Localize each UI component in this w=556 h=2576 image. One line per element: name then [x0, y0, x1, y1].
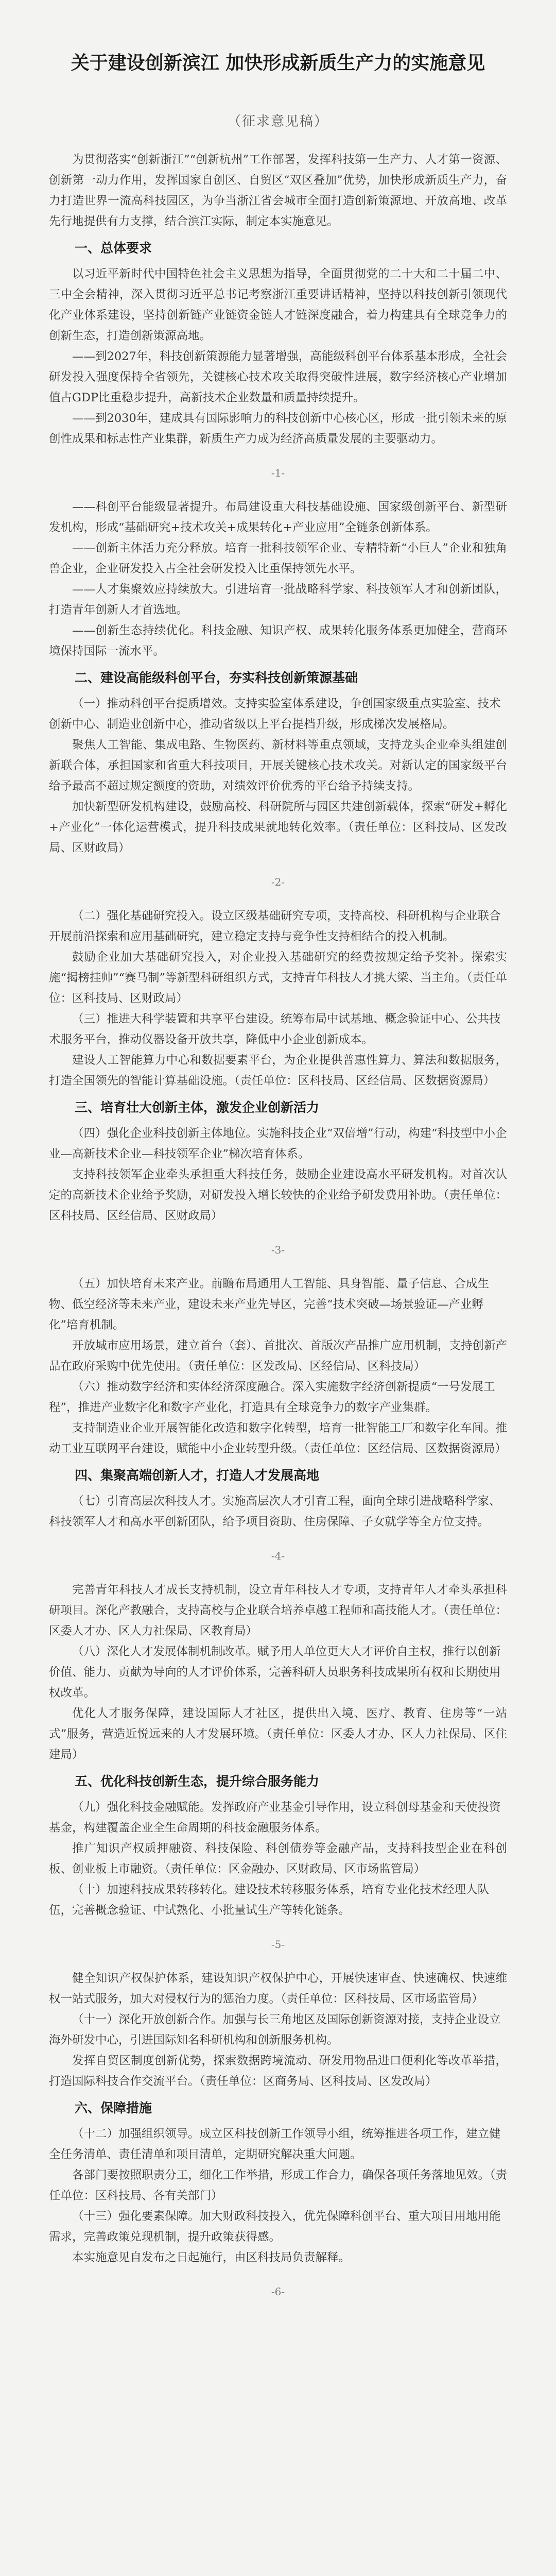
- body-paragraph: 聚焦人工智能、集成电路、生物医药、新材料等重点领域，支持龙头企业牵头组建创新联合体，承担国家和省重大科技项目，开展关键核心技术攻关。对新认定的国家级平台给予最高不超过规定额度的资助，对绩效评价优秀的平台给予持续支持。: [49, 738, 507, 793]
- body-paragraph: ——到2027年，科技创新策源能力显著增强，高能级科创平台体系基本形成，全社会研发投入强度保持全省领先，关键核心技术攻关取得突破性进展，数字经济核心产业增加值占GDP比重稳步提升，高新技术企业数量和质量持续提升。: [49, 350, 507, 404]
- page-number: -3-: [271, 1244, 285, 1256]
- body-paragraph: 开放城市应用场景，建立首台（套）、首批次、首版次产品推广应用机制，支持创新产品在政府采购中优先使用。（责任单位：区发改局、区经信局、区科技局）: [49, 1339, 507, 1373]
- body-paragraph: ——创新主体活力充分释放。培育一批科技领军企业、专精特新“小巨人”企业和独角兽企业，企业研发投入占全社会研发投入比重保持领先水平。: [49, 541, 507, 575]
- body-paragraph: 各部门要按照职责分工，细化工作举措，形成工作合力，确保各项任务落地见效。（责任单位：区科技局、各有关部门）: [49, 2168, 507, 2202]
- subsection-paragraph: （十）加速科技成果转移转化。建设技术转移服务体系，培育专业化技术经理人队伍，完善概念验证、中试熟化、小批量试生产等转化链条。: [49, 1883, 490, 1917]
- body-paragraph: 鼓励企业加大基础研究投入，对企业投入基础研究的经费按规定给予奖补。探索实施“揭榜挂帅”“赛马制”等新型科研组织方式，支持青年科技人才挑大梁、当主角。（责任单位：区科技局、区财政局）: [49, 951, 507, 1005]
- section-heading: 三、培育壮大创新主体，激发企业创新活力: [75, 1100, 320, 1115]
- body-paragraph: 为贯彻落实“创新浙江”“创新杭州”工作部署，发挥科技第一生产力、人才第一资源、创新第一动力作用，发挥国家自创区、自贸区“双区叠加”优势，加快形成新质生产力，奋力打造世界一流高科技园区，为争当浙江省会城市全面打造创新策源地、开放高地、改革先行地提供有力支撑，结合滨江实际，制定本实施意见。: [49, 153, 507, 228]
- body-paragraph: 完善青年科技人才成长支持机制，设立青年科技人才专项，支持青年人才牵头承担科研项目。深化产教融合，支持高校与企业联合培养卓越工程师和高技能人才。（责任单位：区委人才办、区人力社保局、区教育局）: [49, 1583, 507, 1638]
- subsection-paragraph: （十一）深化开放创新合作。加强与长三角地区及国际创新资源对接，支持企业设立海外研发中心，引进国际知名科研机构和创新服务机构。: [49, 2013, 501, 2047]
- section-heading: 二、建设高能级科创平台，夯实科技创新策源基础: [75, 670, 358, 685]
- body-paragraph: 支持科技领军企业牵头承担重大科技任务，鼓励企业建设高水平研发机构。对首次认定的高新技术企业给予奖励，对研发投入增长较快的企业给予研发费用补助。（责任单位：区科技局、区经信局、区财政局）: [49, 1168, 507, 1223]
- body-paragraph: 建设人工智能算力中心和数据要素平台，为企业提供普惠性算力、算法和数据服务，打造全国领先的智能计算基础设施。（责任单位：区科技局、区经信局、区数据资源局）: [49, 1054, 507, 1088]
- section-heading: 六、保障措施: [75, 2100, 152, 2115]
- document-body: [49, 149, 507, 2315]
- subsection-paragraph: （八）深化人才发展体制机制改革。赋予用人单位更大人才评价自主权，推行以创新价值、能力、贡献为导向的人才评价体系，完善科研人员职务科技成果所有权和长期使用权改革。: [49, 1645, 501, 1700]
- subsection-paragraph: （一）推动科创平台提质增效。支持实验室体系建设，争创国家级重点实验室、技术创新中心、制造业创新中心，推动省级以上平台提档升级，形成梯次发展格局。: [49, 697, 501, 731]
- body-paragraph: ——到2030年，建成具有国际影响力的科技创新中心核心区，形成一批引领未来的原创性成果和标志性产业集群，新质生产力成为经济高质量发展的主要驱动力。: [49, 412, 507, 446]
- page-number: -5-: [271, 1938, 285, 1951]
- subsection-paragraph: （六）推动数字经济和实体经济深度融合。深入实施数字经济创新提质“一号发展工程”，推进产业数字化和数字产业化，打造具有全球竞争力的数字产业集群。: [49, 1380, 495, 1414]
- body-paragraph: 健全知识产权保护体系，建设知识产权保护中心，开展快速审查、快速确权、快速维权一站式服务，加大对侵权行为的惩治力度。（责任单位：区科技局、区市场监管局）: [49, 1972, 507, 2006]
- section-heading: 五、优化科技创新生态，提升综合服务能力: [75, 1774, 320, 1789]
- page-number: -1-: [271, 467, 285, 479]
- body-paragraph: 加快新型研发机构建设，鼓励高校、科研院所与园区共建创新载体，探索“研发+孵化+产业化”一体化运营模式，提升科技成果就地转化效率。（责任单位：区科技局、区发改局、区财政局）: [49, 800, 507, 855]
- body-paragraph: 推广知识产权质押融资、科技保险、科创债券等金融产品，支持科技型企业在科创板、创业板上市融资。（责任单位：区金融办、区财政局、区市场监管局）: [49, 1842, 507, 1876]
- section-heading: 四、集聚高端创新人才，打造人才发展高地: [75, 1468, 320, 1483]
- body-paragraph: 以习近平新时代中国特色社会主义思想为指导，全面贯彻党的二十大和二十届二中、三中全会精神，深入贯彻习近平总书记考察浙江重要讲话精神，坚持以科技创新引领现代化产业体系建设，坚持创新链产业链资金链人才链深度融合，着力构建具有全球竞争力的创新生态，打造创新策源高地。: [49, 267, 507, 343]
- subsection-paragraph: （四）强化企业科技创新主体地位。实施科技企业“双倍增”行动，构建“科技型中小企业—高新技术企业—科技领军企业”梯次培育体系。: [49, 1127, 507, 1161]
- body-paragraph: 优化人才服务保障，建设国际人才社区，提供出入境、医疗、教育、住房等“一站式”服务，营造近悦远来的人才发展环境。（责任单位：区委人才办、区人力社保局、区住建局）: [49, 1707, 507, 1761]
- body-paragraph: 发挥自贸区制度创新优势，探索数据跨境流动、研发用物品进口便利化等改革举措，打造国际科技合作交流平台。（责任单位：区商务局、区科技局、区发改局）: [49, 2054, 507, 2088]
- subsection-paragraph: （十二）加强组织领导。成立区科技创新工作领导小组，统筹推进各项工作，建立健全任务清单、责任清单和项目清单，定期研究解决重大问题。: [49, 2127, 501, 2161]
- document-title: 关于建设创新滨江 加快形成新质生产力的实施意见: [71, 53, 485, 74]
- subsection-paragraph: （九）强化科技金融赋能。发挥政府产业基金引导作用，设立科创母基金和天使投资基金，构建覆盖企业全生命周期的科技金融服务体系。: [49, 1801, 501, 1835]
- body-paragraph: ——人才集聚效应持续放大。引进培育一批战略科学家、科技领军人才和创新团队，打造青年创新人才首选地。: [49, 583, 507, 617]
- page-number: -2-: [271, 876, 285, 888]
- body-paragraph: 支持制造业企业开展智能化改造和数字化转型，培育一批智能工厂和数字化车间。推动工业互联网平台建设，赋能中小企业转型升级。（责任单位：区经信局、区数据资源局）: [49, 1421, 507, 1455]
- subsection-paragraph: （二）强化基础研究投入。设立区级基础研究专项，支持高校、科研机构与企业联合开展前沿探索和应用基础研究，建立稳定支持与竞争性支持相结合的投入机制。: [49, 909, 501, 943]
- page-number: -4-: [271, 1550, 285, 1562]
- body-paragraph: 本实施意见自发布之日起施行，由区科技局负责解释。: [72, 2251, 351, 2264]
- subsection-paragraph: （七）引育高层次科技人才。实施高层次人才引育工程，面向全球引进战略科学家、科技领军人才和高水平创新团队，给予项目资助、住房保障、子女就学等全方位支持。: [49, 1495, 501, 1529]
- document-subtitle: （征求意见稿）: [227, 114, 328, 129]
- body-paragraph: ——科创平台能级显著提升。布局建设重大科技基础设施、国家级创新平台、新型研发机构，形成“基础研究+技术攻关+成果转化+产业应用”全链条创新体系。: [49, 500, 507, 534]
- subsection-paragraph: （三）推进大科学装置和共享平台建设。统筹布局中试基地、概念验证中心、公共技术服务平台，推动仪器设备开放共享，降低中小企业创新成本。: [49, 1012, 501, 1046]
- subsection-paragraph: （十三）强化要素保障。加大财政科技投入，优先保障科创平台、重大项目用地用能需求，完善政策兑现机制，提升政策获得感。: [49, 2210, 501, 2244]
- subsection-paragraph: （五）加快培育未来产业。前瞻布局通用人工智能、具身智能、量子信息、合成生物、低空经济等未来产业，建设未来产业先导区，完善“技术突破—场景验证—产业孵化”培育机制。: [49, 1277, 490, 1332]
- page-number: -6-: [271, 2285, 285, 2298]
- body-paragraph: ——创新生态持续优化。科技金融、知识产权、成果转化服务体系更加健全，营商环境保持国际一流水平。: [49, 624, 507, 658]
- section-heading: 一、总体要求: [75, 241, 152, 256]
